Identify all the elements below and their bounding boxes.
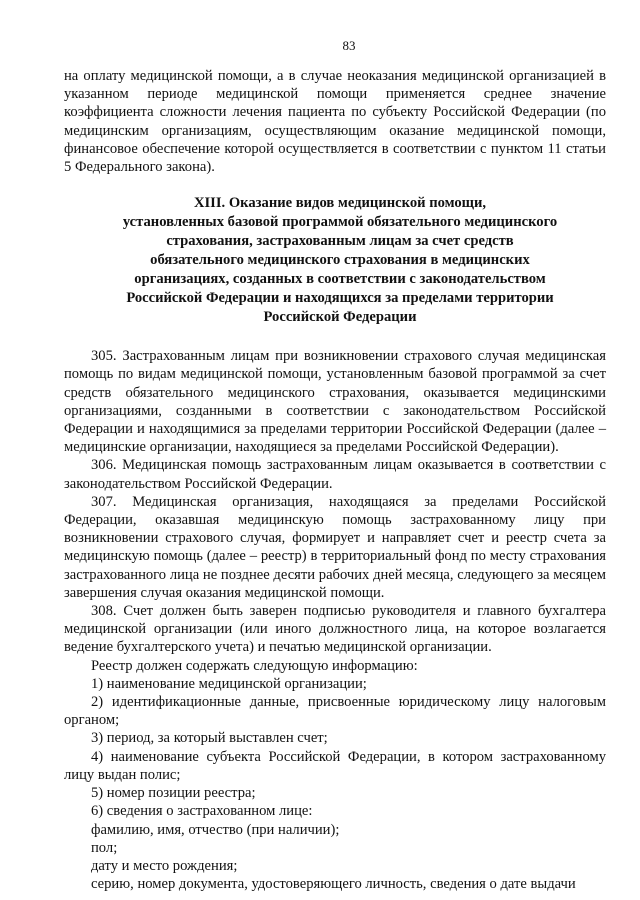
section-heading-line: организациях, созданных в соответствии с законодательством [134,271,546,288]
paragraph-305: 305. Застрахованным лицам при возникновении страхового случая медицинская помощь по видам медицинской помощи, установленным базовой программой за счет средств обязательного медицинского страхования, оказывается медицинскими организациями, созданными в соответствии с законодательством Российской Федерации и находящимися за пределами территории Российской Федерации (далее – медицинские организации, находящиеся за пределами Российской Федерации). [64,348,606,456]
registry-item: 1) наименование медицинской организации; [91,675,367,692]
section-heading-line: Российской Федерации и находящихся за пределами территории [126,290,554,307]
section-heading-line: XIII. Оказание видов медицинской помощи, [193,195,487,212]
continuation-paragraph: на оплату медицинской помощи, а в случае неоказания медицинской организацией в указанном периоде медицинской помощи применяется среднее значение коэффициента сложности лечения пациента по субъекту Российской Федерации (по медицинским организациям, осуществляющим оказание медицинской помощи, финансовое обеспечение которой осуществляется в соответствии с пунктом 11 статьи 5 Федерального закона). [64,68,606,176]
section-heading-line: Российской Федерации [263,309,417,326]
page-number: 83 [342,38,356,53]
section-heading-line: страхования, застрахованным лицам за счет средств [166,233,514,250]
section-heading-line: обязательного медицинского страхования в медицинских [150,252,530,269]
section-heading-line: установленных базовой программой обязательного медицинского [122,214,558,231]
registry-item: фамилию, имя, отчество (при наличии); [91,821,340,838]
paragraph-306: 306. Медицинская помощь застрахованным лицам оказывается в соответствии с законодательством Российской Федерации. [64,457,606,492]
registry-intro: Реестр должен содержать следующую информацию: [91,657,418,674]
registry-item: 2) идентификационные данные, присвоенные юридическому лицу налоговым органом; [64,694,606,729]
registry-item: 4) наименование субъекта Российской Федерации, в котором застрахованному лицу выдан полис; [64,748,606,783]
paragraph-308: 308. Счет должен быть заверен подписью руководителя и главного бухгалтера медицинской организации (или иного должностного лица, на которое возлагается ведение бухгалтерского учета) и печатью медицинской организации. [64,603,606,656]
registry-item: 5) номер позиции реестра; [91,785,256,802]
registry-item: 6) сведения о застрахованном лице: [91,803,313,820]
registry-item: пол; [91,839,118,856]
section-heading [74,194,606,327]
registry-item: 3) период, за который выставлен счет; [91,730,328,747]
registry-item: дату и место рождения; [91,857,238,874]
registry-item: серию, номер документа, удостоверяющего личность, сведения о дате выдачи [91,876,576,893]
paragraph-307: 307. Медицинская организация, находящаяся за пределами Российской Федерации, оказавшая медицинскую помощь застрахованному лицу при возникновении страхового случая, формирует и направляет счет и реестр счета за медицинскую помощь (далее – реестр) в территориальный фонд по месту страхования застрахованного лица не позднее десяти рабочих дней месяца, следующего за месяцем завершения случая оказания медицинской помощи. [64,493,606,601]
